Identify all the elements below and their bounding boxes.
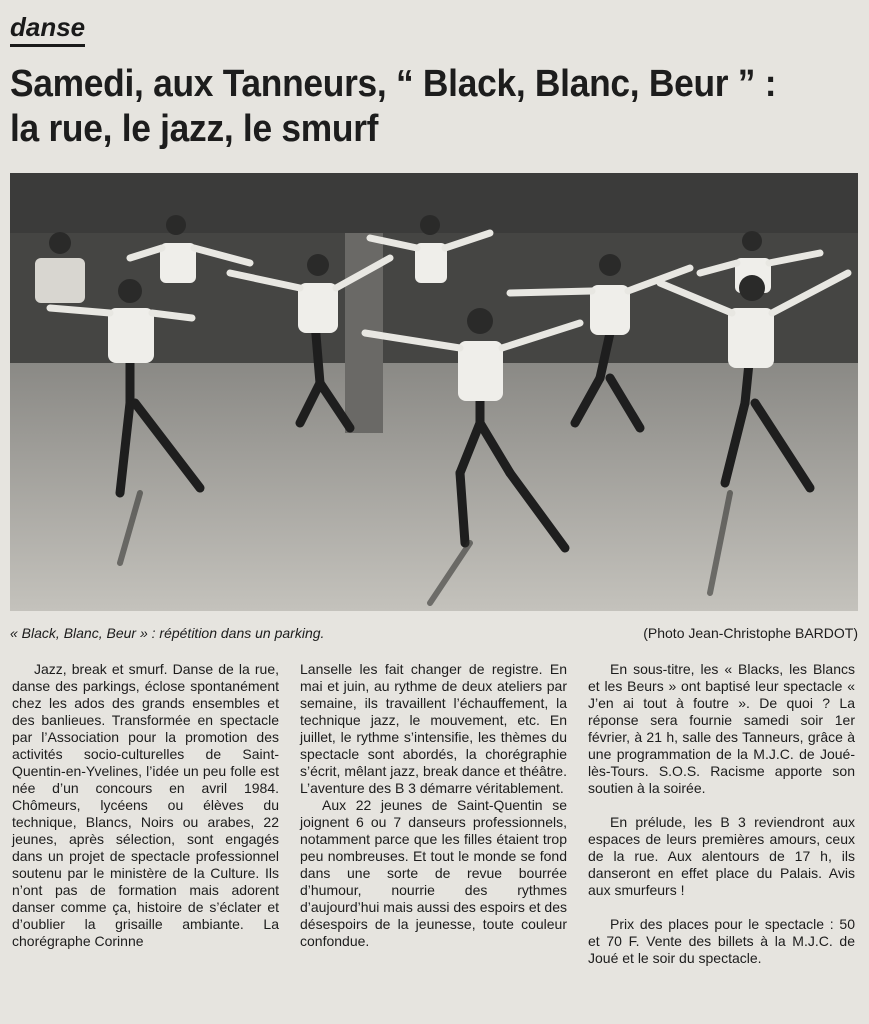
dancers-illustration bbox=[10, 173, 858, 611]
article-column-3 bbox=[588, 661, 855, 967]
paragraph: Prix des places pour le spectacle : 50 et 70 F. Vente des billets à la M.J.C. de Joué et le soir du spectacle. bbox=[588, 916, 855, 966]
paragraph: Aux 22 jeunes de Saint-Quentin se joignent 6 ou 7 danseurs professionnels, notamment parce que les filles étaient trop peu nombreuses. Et tout le monde se fond dans une sorte de revue bourrée d’humour, nourrie des rythmes d’aujourd’hui mais aussi des espoirs et des désespoirs de la jeunesse, toute couleur confondue. bbox=[300, 797, 567, 949]
headline bbox=[10, 62, 805, 152]
article-column-2 bbox=[300, 661, 567, 950]
photo-credit: (Photo Jean-Christophe BARDOT) bbox=[643, 625, 858, 641]
dance-photo bbox=[10, 173, 858, 611]
paragraph: En sous-titre, les « Blacks, les Blancs et les Beurs » ont baptisé leur spectacle « J’en ai tout à foutre ». De quoi ? La réponse sera fournie samedi soir 1er février, à 21 h, salle des Tanneurs, grâce à une programmation de la M.J.C. de Joué-lès-Tours. S.O.S. Racisme apporte son soutien à la soirée. bbox=[588, 661, 855, 796]
paragraph: Jazz, break et smurf. Danse de la rue, danse des parkings, éclose spontanément chez les ados des grands ensembles et des banlieues. Transformée en spectacle par l’Association pour la promotion des activités socio-culturelles de Saint-Quentin-en-Yvelines, l’idée un peu folle est née d’un concours en avril 1984. Chômeurs, lycéens ou élèves du technique, Blancs, Noirs ou arabes, 22 jeunes, après sélection, sont engagés dans un projet de spectacle professionnel soutenu par le ministère de la Culture. Ils n’ont pas de formation mais adorent danser comme ça, histoire de s’éclater et d’oublier la grisaille ambiante. La chorégraphe Corinne bbox=[12, 661, 279, 949]
article-column-1 bbox=[12, 661, 279, 950]
photo-caption: « Black, Blanc, Beur » : répétition dans un parking. bbox=[10, 625, 325, 641]
paragraph: Lanselle les fait changer de registre. En mai et juin, au rythme de deux ateliers par semaine, ils travaillent l’échauffement, la technique jazz, le mouvement, etc. En juillet, le rythme s’intensifie, les thèmes du spectacle sont abordés, la chorégraphie s’écrit, mêlant jazz, break dance et théâtre. L’aventure des B 3 démarre véritablement. bbox=[300, 661, 567, 796]
section-rubric: danse bbox=[10, 12, 85, 47]
headline-line-1: Samedi, aux Tanneurs, “ Black, Blanc, Beur ” : bbox=[10, 63, 777, 105]
headline-line-2: la rue, le jazz, le smurf bbox=[10, 108, 379, 150]
photo-caption-row bbox=[10, 625, 858, 645]
paragraph: En prélude, les B 3 reviendront aux espaces de leurs premières amours, ceux de la rue. Aux alentours de 17 h, ils danseront en effet place du Palais. Avis aux smurfeurs ! bbox=[588, 814, 855, 898]
